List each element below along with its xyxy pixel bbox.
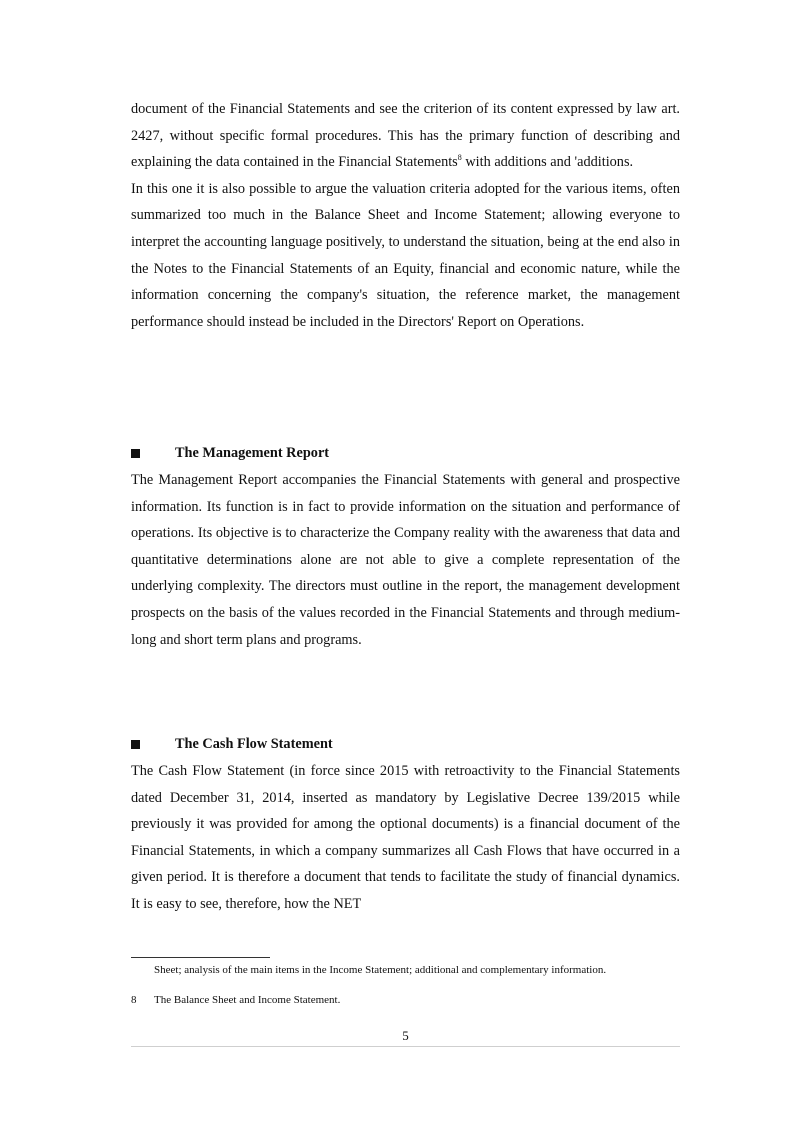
cashflow-paragraph: The Cash Flow Statement (in force since 2015 with retroactivity to the Financial Statements dated December 31, 2014, inserted as mandatory by Legislative Decree 139/2015 while previously it was provided for among the optional documents) is a financial document of the Financial Statements, in which a company summarizes all Cash Flows that have occurred in a given period. It is therefore a document that tends to facilitate the study of financial dynamics. It is easy to see, therefore, how the NET bbox=[131, 763, 680, 912]
footnote-8 bbox=[131, 994, 680, 1008]
management-section bbox=[131, 467, 680, 653]
section-heading-cashflow bbox=[131, 731, 333, 758]
footnote-number: 8 bbox=[131, 994, 137, 1006]
bullet-square-icon bbox=[131, 740, 140, 749]
footnote-text: The Balance Sheet and Income Statement. bbox=[154, 994, 341, 1006]
management-paragraph: The Management Report accompanies the Financial Statements with general and prospective information. Its function is in fact to provide information on the situation and performance of operations. Its objective is to characterize the Company reality with the awareness that data and quantitative determinations alone are not able to give a complete representation of the underlying complexity. The directors must outline in the report, the management development prospects on the basis of the values recorded in the Financial Statements and through medium-long and short term plans and programs. bbox=[131, 472, 680, 648]
footnote-separator bbox=[131, 957, 270, 958]
intro-paragraph-1: document of the Financial Statements and see the criterion of its content expressed by law art. 2427, without specific formal procedures. This has the primary function of describing and explaining the data contained in the Financial Statements$^8$ with additions and 'additions. bbox=[131, 101, 680, 171]
bullet-square-icon bbox=[131, 449, 140, 458]
cashflow-section bbox=[131, 758, 680, 918]
intro-text bbox=[131, 96, 680, 335]
footer-rule bbox=[131, 1046, 680, 1047]
footnote-ref-8[interactable]: 8 bbox=[457, 153, 462, 163]
cashflow-heading-text: The Cash Flow Statement bbox=[175, 736, 333, 752]
section-heading-management bbox=[131, 440, 329, 467]
page-number: 5 bbox=[402, 1028, 409, 1043]
footnote-continued: Sheet; analysis of the main items in the Income Statement; additional and complementary information. bbox=[154, 964, 607, 976]
intro-paragraph-2: In this one it is also possible to argue the valuation criteria adopted for the various items, often summarized too much in the Balance Sheet and Income Statement; allowing everyone to interpret the accounting language positively, to understand the situation, being at the end also in the Notes to the Financial Statements of an Equity, financial and economic nature, while the information concerning the company's situation, the reference market, the management performance should instead be included in the Directors' Report on Operations. bbox=[131, 180, 680, 330]
management-heading-text: The Management Report bbox=[175, 445, 330, 461]
